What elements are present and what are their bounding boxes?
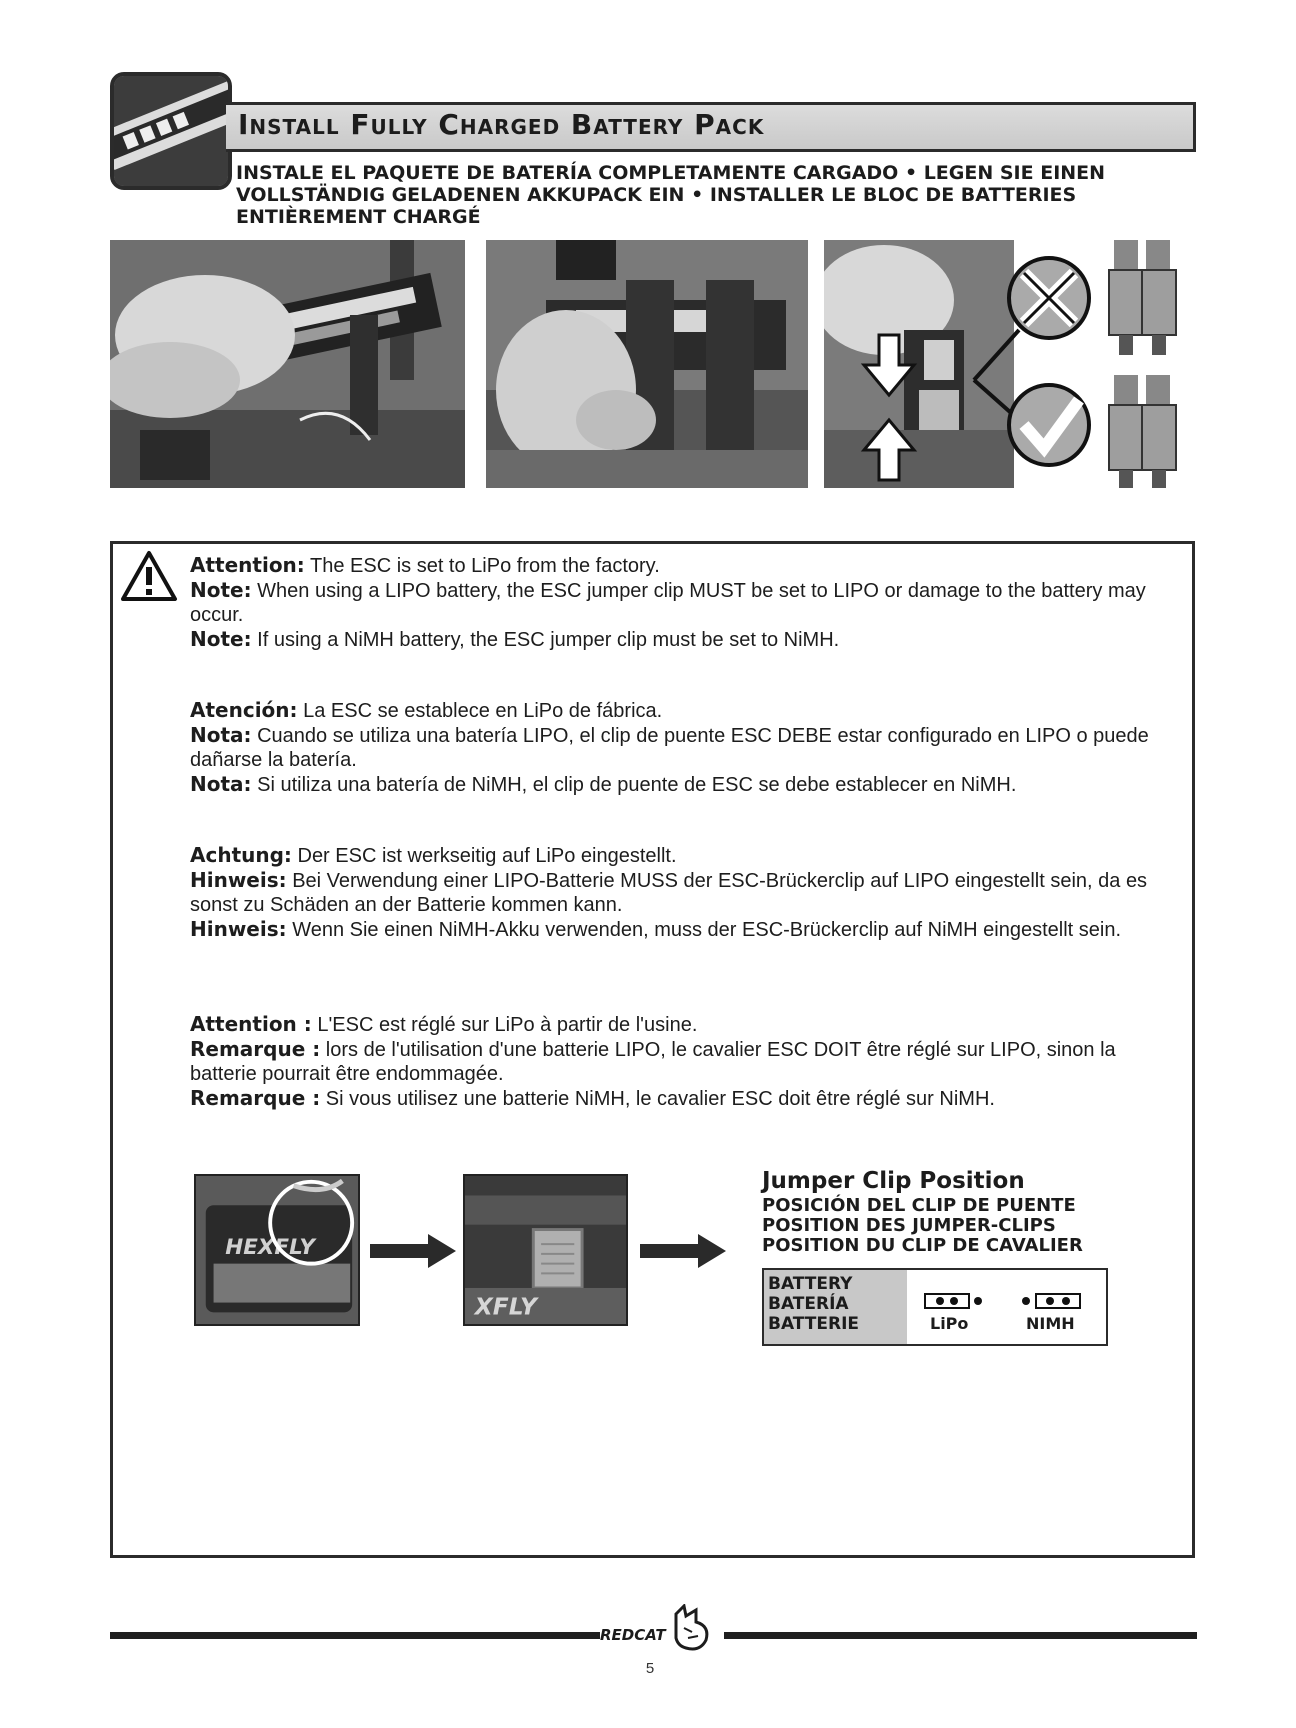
esc-brand-text: HEXFLY — [225, 1234, 315, 1260]
note-text: Si vous utilisez une batterie NiMH, le cavalier ESC doit être réglé sur NiMH. — [320, 1088, 995, 1110]
photo-strap-battery — [486, 240, 808, 488]
note-label: Atención: — [190, 698, 298, 722]
photo-connector-check — [824, 240, 1184, 488]
lipo-label: LiPo — [930, 1314, 969, 1333]
note-text: If using a NiMH battery, the ESC jumper clip must be set to NiMH. — [251, 629, 840, 651]
logo-text: REDCAT — [600, 1626, 666, 1644]
footer-rule-right — [724, 1632, 1197, 1639]
note-label: Achtung: — [190, 843, 292, 867]
jumper-subtitle-fr: POSITION DU CLIP DE CAVALIER — [762, 1235, 1083, 1256]
note-text: Der ESC ist werkseitig auf LiPo eingestellt. — [291, 845, 677, 867]
note-text: L'ESC est réglé sur LiPo à partir de l'usine. — [311, 1014, 698, 1036]
photo-insert-battery — [110, 240, 465, 488]
note-label: Attention : — [190, 1012, 312, 1036]
note-text: When using a LIPO battery, the ESC jumper clip MUST be set to LIPO or damage to the battery may occur. — [190, 580, 1146, 626]
note-label: Nota: — [190, 723, 252, 747]
note-text: La ESC se establece en LiPo de fábrica. — [297, 700, 663, 722]
esc-photo-overview — [194, 1174, 360, 1326]
note-label: Remarque : — [190, 1037, 321, 1061]
footer-rule-left — [110, 1632, 600, 1639]
battery-label-en: BATTERY — [768, 1274, 853, 1294]
note-text: lors de l'utilisation d'une batterie LIPO, le cavalier ESC DOIT être réglé sur LIPO, sinon la batterie pourrait être endommagée. — [190, 1039, 1116, 1085]
page-title: Install Fully Charged Battery Pack — [238, 108, 765, 141]
note-text: Cuando se utiliza una batería LIPO, el clip de puente ESC DEBE estar configurado en LIPO o puede dañarse la batería. — [190, 725, 1149, 771]
note-label: Nota: — [190, 772, 252, 796]
arrow-right-icon — [640, 1234, 726, 1268]
page-subtitle: INSTALE EL PAQUETE DE BATERÍA COMPLETAMENTE CARGADO • LEGEN SIE EINEN VOLLSTÄNDIG GELADENEN AKKUPACK EIN • INSTALLER LE BLOC DE BATTERIES ENTIÈREMENT CHARGÉ — [236, 162, 1106, 228]
jumper-subtitles — [762, 1196, 1083, 1256]
section-thumbnail — [110, 72, 232, 190]
note-label: Note: — [190, 627, 252, 651]
nimh-pins-icon — [1020, 1292, 1082, 1310]
battery-label-fr: BATTERIE — [768, 1314, 860, 1334]
note-label: Hinweis: — [190, 917, 287, 941]
notes-french — [190, 1012, 1180, 1111]
notes-english — [190, 553, 1180, 652]
jumper-table — [762, 1268, 1108, 1346]
jumper-title: Jumper Clip Position — [762, 1168, 1025, 1194]
esc-brand-text: XFLY — [474, 1292, 537, 1321]
warning-icon — [120, 550, 178, 602]
page-number: 5 — [645, 1660, 655, 1677]
battery-label-cell — [764, 1270, 907, 1344]
note-label: Note: — [190, 578, 252, 602]
note-text: Bei Verwendung einer LIPO-Batterie MUSS der ESC-Brückerclip auf LIPO eingestellt sein, da es sonst zu Schäden an der Batterie kommen kann. — [190, 870, 1148, 916]
battery-label-es: BATERÍA — [768, 1294, 849, 1314]
jumper-subtitle-de: POSITION DES JUMPER-CLIPS — [762, 1215, 1056, 1236]
lipo-pins-icon — [924, 1292, 986, 1310]
note-label: Attention: — [190, 553, 305, 577]
notes-spanish — [190, 698, 1180, 797]
note-label: Remarque : — [190, 1086, 321, 1110]
note-text: Si utiliza una batería de NiMH, el clip de puente de ESC se debe establecer en NiMH. — [251, 774, 1017, 796]
nimh-label: NIMH — [1026, 1314, 1075, 1333]
note-text: The ESC is set to LiPo from the factory. — [304, 555, 660, 577]
note-text: Wenn Sie einen NiMH-Akku verwenden, muss der ESC-Brückerclip auf NiMH eingestellt sein. — [286, 919, 1122, 941]
redcat-logo — [592, 1604, 722, 1658]
notes-german — [190, 843, 1180, 942]
jumper-subtitle-es: POSICIÓN DEL CLIP DE PUENTE — [762, 1195, 1076, 1216]
esc-photo-closeup — [463, 1174, 628, 1326]
arrow-right-icon — [370, 1234, 456, 1268]
note-label: Hinweis: — [190, 868, 287, 892]
